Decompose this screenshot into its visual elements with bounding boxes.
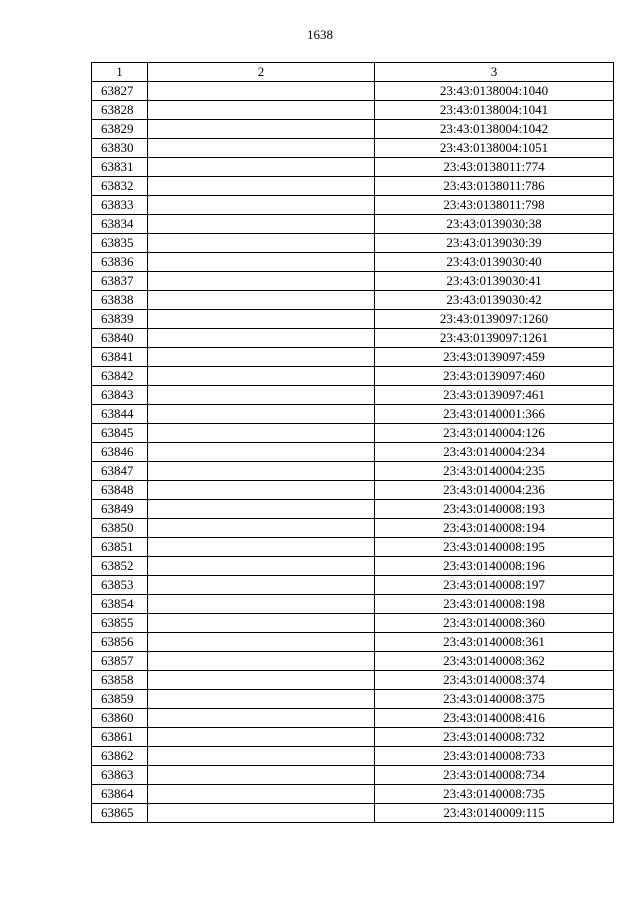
row-empty-cell <box>148 291 375 310</box>
cadastral-number-cell: 23:43:0139097:459 <box>375 348 614 367</box>
table-row <box>92 120 614 139</box>
row-empty-cell <box>148 671 375 690</box>
cadastral-number-cell: 23:43:0140008:197 <box>375 576 614 595</box>
cadastral-number-cell: 23:43:0138004:1040 <box>375 82 614 101</box>
cadastral-number-cell: 23:43:0140008:734 <box>375 766 614 785</box>
row-number-cell: 63848 <box>92 481 148 500</box>
row-empty-cell <box>148 82 375 101</box>
table-row <box>92 785 614 804</box>
table-header <box>92 63 614 82</box>
row-number-cell: 63860 <box>92 709 148 728</box>
row-empty-cell <box>148 614 375 633</box>
table-row <box>92 747 614 766</box>
row-number-cell: 63831 <box>92 158 148 177</box>
cadastral-number-cell: 23:43:0139097:1261 <box>375 329 614 348</box>
row-number-cell: 63843 <box>92 386 148 405</box>
row-number-cell: 63840 <box>92 329 148 348</box>
cadastral-number-cell: 23:43:0140008:198 <box>375 595 614 614</box>
table-row <box>92 367 614 386</box>
row-number-cell: 63858 <box>92 671 148 690</box>
row-number-cell: 63862 <box>92 747 148 766</box>
row-number-cell: 63853 <box>92 576 148 595</box>
row-empty-cell <box>148 177 375 196</box>
cadastral-number-cell: 23:43:0140008:196 <box>375 557 614 576</box>
table-row <box>92 595 614 614</box>
row-number-cell: 63829 <box>92 120 148 139</box>
table-row <box>92 215 614 234</box>
cadastral-number-cell: 23:43:0140004:235 <box>375 462 614 481</box>
row-number-cell: 63841 <box>92 348 148 367</box>
row-number-cell: 63830 <box>92 139 148 158</box>
table-row <box>92 671 614 690</box>
row-number-cell: 63852 <box>92 557 148 576</box>
row-number-cell: 63865 <box>92 804 148 823</box>
row-empty-cell <box>148 196 375 215</box>
cadastral-number-cell: 23:43:0140008:193 <box>375 500 614 519</box>
row-empty-cell <box>148 595 375 614</box>
table-row <box>92 557 614 576</box>
cadastral-number-cell: 23:43:0138011:786 <box>375 177 614 196</box>
table-row <box>92 82 614 101</box>
row-empty-cell <box>148 728 375 747</box>
row-number-cell: 63832 <box>92 177 148 196</box>
row-empty-cell <box>148 215 375 234</box>
cadastral-number-cell: 23:43:0140008:362 <box>375 652 614 671</box>
row-empty-cell <box>148 234 375 253</box>
cadastral-number-cell: 23:43:0139030:39 <box>375 234 614 253</box>
row-empty-cell <box>148 253 375 272</box>
row-number-cell: 63849 <box>92 500 148 519</box>
row-empty-cell <box>148 462 375 481</box>
row-empty-cell <box>148 747 375 766</box>
table-row <box>92 576 614 595</box>
column-header-1: 1 <box>92 63 148 82</box>
row-number-cell: 63838 <box>92 291 148 310</box>
row-number-cell: 63834 <box>92 215 148 234</box>
row-number-cell: 63859 <box>92 690 148 709</box>
table-row <box>92 405 614 424</box>
cadastral-number-cell: 23:43:0140009:115 <box>375 804 614 823</box>
table-row <box>92 329 614 348</box>
row-number-cell: 63847 <box>92 462 148 481</box>
table-row <box>92 709 614 728</box>
row-empty-cell <box>148 709 375 728</box>
cadastral-number-cell: 23:43:0139030:41 <box>375 272 614 291</box>
header-row <box>92 63 614 82</box>
row-number-cell: 63854 <box>92 595 148 614</box>
cadastral-number-cell: 23:43:0139097:460 <box>375 367 614 386</box>
column-header-2: 2 <box>148 63 375 82</box>
registry-table <box>91 62 614 823</box>
table-row <box>92 310 614 329</box>
row-number-cell: 63835 <box>92 234 148 253</box>
cadastral-number-cell: 23:43:0139030:40 <box>375 253 614 272</box>
cadastral-number-cell: 23:43:0140008:733 <box>375 747 614 766</box>
cadastral-number-cell: 23:43:0140008:360 <box>375 614 614 633</box>
row-empty-cell <box>148 785 375 804</box>
cadastral-number-cell: 23:43:0140008:374 <box>375 671 614 690</box>
cadastral-number-cell: 23:43:0138011:774 <box>375 158 614 177</box>
row-empty-cell <box>148 500 375 519</box>
row-number-cell: 63839 <box>92 310 148 329</box>
row-empty-cell <box>148 424 375 443</box>
table-row <box>92 538 614 557</box>
table-row <box>92 500 614 519</box>
row-empty-cell <box>148 481 375 500</box>
table-row <box>92 139 614 158</box>
page-number: 1638 <box>307 27 333 42</box>
table-row <box>92 690 614 709</box>
cadastral-number-cell: 23:43:0140008:375 <box>375 690 614 709</box>
table-row <box>92 101 614 120</box>
row-empty-cell <box>148 766 375 785</box>
row-empty-cell <box>148 310 375 329</box>
cadastral-number-cell: 23:43:0138004:1051 <box>375 139 614 158</box>
cadastral-number-cell: 23:43:0140004:234 <box>375 443 614 462</box>
table-row <box>92 386 614 405</box>
cadastral-number-cell: 23:43:0140008:416 <box>375 709 614 728</box>
row-number-cell: 63827 <box>92 82 148 101</box>
row-number-cell: 63856 <box>92 633 148 652</box>
table-row <box>92 291 614 310</box>
cadastral-number-cell: 23:43:0140008:735 <box>375 785 614 804</box>
table-row <box>92 177 614 196</box>
cadastral-number-cell: 23:43:0140004:236 <box>375 481 614 500</box>
cadastral-number-cell: 23:43:0140008:361 <box>375 633 614 652</box>
row-empty-cell <box>148 690 375 709</box>
row-empty-cell <box>148 329 375 348</box>
cadastral-number-cell: 23:43:0140008:732 <box>375 728 614 747</box>
row-empty-cell <box>148 272 375 291</box>
column-header-3: 3 <box>375 63 614 82</box>
row-empty-cell <box>148 538 375 557</box>
row-number-cell: 63855 <box>92 614 148 633</box>
row-empty-cell <box>148 158 375 177</box>
table-row <box>92 614 614 633</box>
table-body <box>92 82 614 823</box>
table-row <box>92 633 614 652</box>
row-number-cell: 63863 <box>92 766 148 785</box>
table-row <box>92 196 614 215</box>
table-row <box>92 804 614 823</box>
table-row <box>92 481 614 500</box>
row-number-cell: 63842 <box>92 367 148 386</box>
cadastral-number-cell: 23:43:0140008:195 <box>375 538 614 557</box>
row-number-cell: 63861 <box>92 728 148 747</box>
row-number-cell: 63850 <box>92 519 148 538</box>
table-row <box>92 443 614 462</box>
table-row <box>92 253 614 272</box>
table-row <box>92 728 614 747</box>
row-number-cell: 63844 <box>92 405 148 424</box>
row-empty-cell <box>148 386 375 405</box>
cadastral-number-cell: 23:43:0139030:38 <box>375 215 614 234</box>
row-empty-cell <box>148 443 375 462</box>
row-empty-cell <box>148 576 375 595</box>
table-row <box>92 652 614 671</box>
cadastral-number-cell: 23:43:0140001:366 <box>375 405 614 424</box>
table-row <box>92 424 614 443</box>
table-row <box>92 234 614 253</box>
row-number-cell: 63864 <box>92 785 148 804</box>
row-empty-cell <box>148 139 375 158</box>
row-number-cell: 63845 <box>92 424 148 443</box>
row-empty-cell <box>148 652 375 671</box>
row-number-cell: 63851 <box>92 538 148 557</box>
cadastral-number-cell: 23:43:0139097:1260 <box>375 310 614 329</box>
row-empty-cell <box>148 804 375 823</box>
row-number-cell: 63836 <box>92 253 148 272</box>
row-empty-cell <box>148 633 375 652</box>
table-row <box>92 766 614 785</box>
table-row <box>92 272 614 291</box>
row-number-cell: 63846 <box>92 443 148 462</box>
row-empty-cell <box>148 120 375 139</box>
cadastral-number-cell: 23:43:0139030:42 <box>375 291 614 310</box>
table-row <box>92 158 614 177</box>
row-empty-cell <box>148 101 375 120</box>
cadastral-number-cell: 23:43:0139097:461 <box>375 386 614 405</box>
row-empty-cell <box>148 557 375 576</box>
table-row <box>92 519 614 538</box>
cadastral-number-cell: 23:43:0138004:1042 <box>375 120 614 139</box>
cadastral-number-cell: 23:43:0140004:126 <box>375 424 614 443</box>
cadastral-number-cell: 23:43:0138004:1041 <box>375 101 614 120</box>
cadastral-number-cell: 23:43:0138011:798 <box>375 196 614 215</box>
table-row <box>92 348 614 367</box>
table-row <box>92 462 614 481</box>
row-number-cell: 63833 <box>92 196 148 215</box>
row-number-cell: 63828 <box>92 101 148 120</box>
row-empty-cell <box>148 405 375 424</box>
row-empty-cell <box>148 348 375 367</box>
row-number-cell: 63837 <box>92 272 148 291</box>
row-number-cell: 63857 <box>92 652 148 671</box>
row-empty-cell <box>148 367 375 386</box>
cadastral-number-cell: 23:43:0140008:194 <box>375 519 614 538</box>
row-empty-cell <box>148 519 375 538</box>
